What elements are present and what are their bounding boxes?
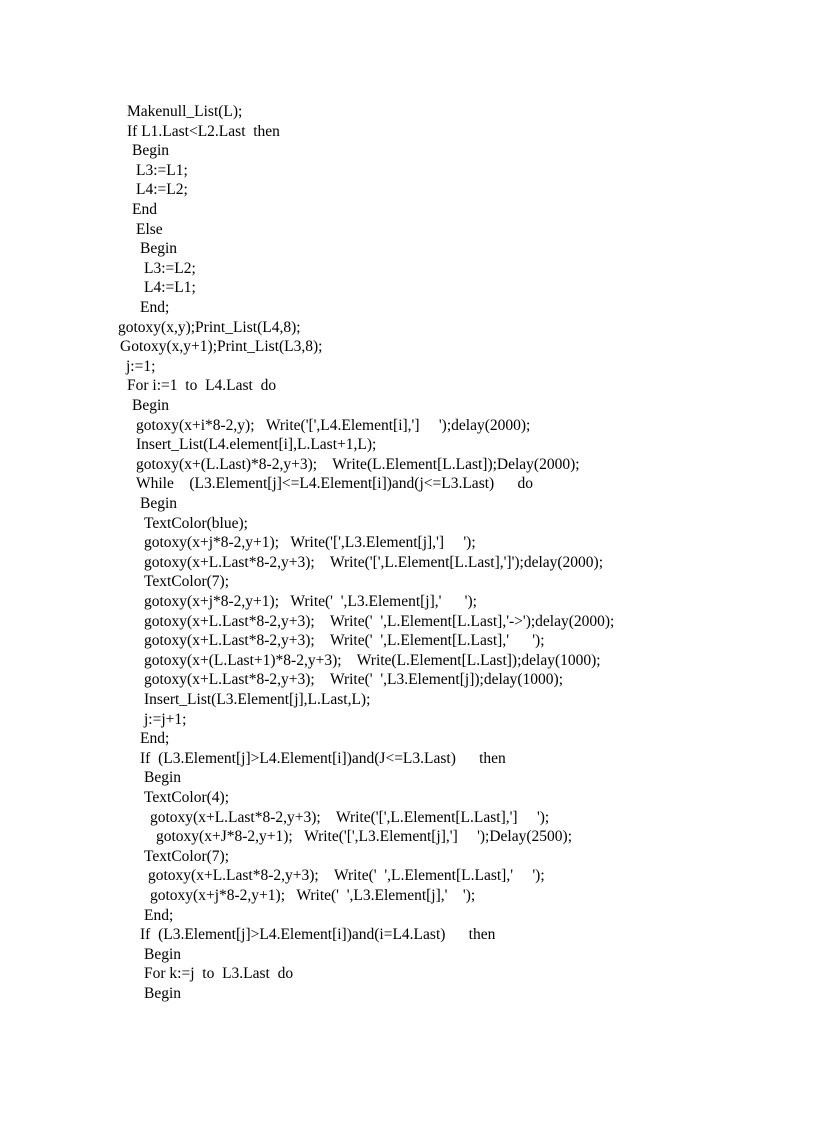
code-line: gotoxy(x,y);Print_List(L4,8); xyxy=(118,318,301,336)
code-line: L3:=L2; xyxy=(144,259,196,277)
code-line: Insert_List(L3.Element[j],L.Last,L); xyxy=(144,691,371,708)
code-line: End; xyxy=(144,906,174,924)
code-line: Begin xyxy=(132,397,170,414)
code-line: For k:=j to L3.Last do xyxy=(144,965,294,983)
code-line: gotoxy(x+L.Last*8-2,y+3); Write(' ',L.Element[L.Last],' '); xyxy=(144,632,545,650)
code-line: Begin xyxy=(144,769,182,787)
code-line: gotoxy(x+L.Last*8-2,y+3); Write(' ',L.Element[L.Last],' '); xyxy=(148,867,545,885)
code-line: L4:=L2; xyxy=(136,181,188,199)
code-line: If (L3.Element[j]>L4.Element[i])and(i=L4.Last) then xyxy=(140,926,496,944)
code-line: gotoxy(x+J*8-2,y+1); Write('[',L3.Element[j],'] ');Delay(2500); xyxy=(156,828,573,846)
code-line: L3:=L1; xyxy=(136,161,188,179)
code-line: gotoxy(x+L.Last*8-2,y+3); Write('[',L.Element[L.Last],'] '); xyxy=(150,808,550,826)
code-line: Begin xyxy=(140,495,178,512)
code-line: j:=1; xyxy=(126,357,156,375)
code-line: L4:=L1; xyxy=(144,279,196,297)
code-line: Else xyxy=(136,220,163,238)
code-line: gotoxy(x+(L.Last+1)*8-2,y+3); Write(L.Element[L.Last]);delay(1000); xyxy=(144,651,601,669)
code-line: gotoxy(x+j*8-2,y+1); Write('[',L3.Element[j],'] '); xyxy=(144,534,476,552)
code-line: Gotoxy(x,y+1);Print_List(L3,8); xyxy=(120,338,323,356)
code-line: Begin xyxy=(144,945,182,963)
code-line: End; xyxy=(140,299,170,316)
code-line: gotoxy(x+j*8-2,y+1); Write(' ',L3.Element[j],' '); xyxy=(144,593,477,610)
code-line: gotoxy(x+L.Last*8-2,y+3); Write('[',L.Element[L.Last],']');delay(2000); xyxy=(144,553,604,571)
code-line: gotoxy(x+L.Last*8-2,y+3); Write(' ',L3.Element[j]);delay(1000); xyxy=(144,671,564,689)
code-line: Begin xyxy=(132,142,170,160)
code-line: Insert_List(L4.element[i],L.Last+1,L); xyxy=(136,436,377,454)
code-line: j:=j+1; xyxy=(144,710,187,728)
code-line: Begin xyxy=(140,240,178,258)
code-line: End xyxy=(132,201,157,218)
code-line: End; xyxy=(140,730,170,748)
code-line: gotoxy(x+L.Last*8-2,y+3); Write(' ',L.Element[L.Last],'->');delay(2000); xyxy=(144,612,615,630)
code-line: While (L3.Element[j]<=L4.Element[i])and(j<=L3.Last) do xyxy=(136,475,533,493)
code-line: TextColor(4); xyxy=(144,789,230,806)
code-line: TextColor(7); xyxy=(144,847,230,865)
code-line: If L1.Last<L2.Last then xyxy=(127,122,280,140)
code-line: gotoxy(x+(L.Last)*8-2,y+3); Write(L.Element[L.Last]);Delay(2000); xyxy=(136,455,580,473)
code-line: TextColor(7); xyxy=(144,573,230,591)
code-line: Begin xyxy=(144,985,182,1002)
code-line: gotoxy(x+j*8-2,y+1); Write(' ',L3.Element[j],' '); xyxy=(150,887,476,904)
code-line: gotoxy(x+i*8-2,y); Write('[',L4.Element[i],'] ');delay(2000); xyxy=(136,416,531,434)
code-line: Makenull_List(L); xyxy=(127,103,243,120)
code-line: If (L3.Element[j]>L4.Element[i])and(J<=L3.Last) then xyxy=(140,749,506,767)
code-line: For i:=1 to L4.Last do xyxy=(127,377,277,395)
code-line: TextColor(blue); xyxy=(144,514,248,532)
